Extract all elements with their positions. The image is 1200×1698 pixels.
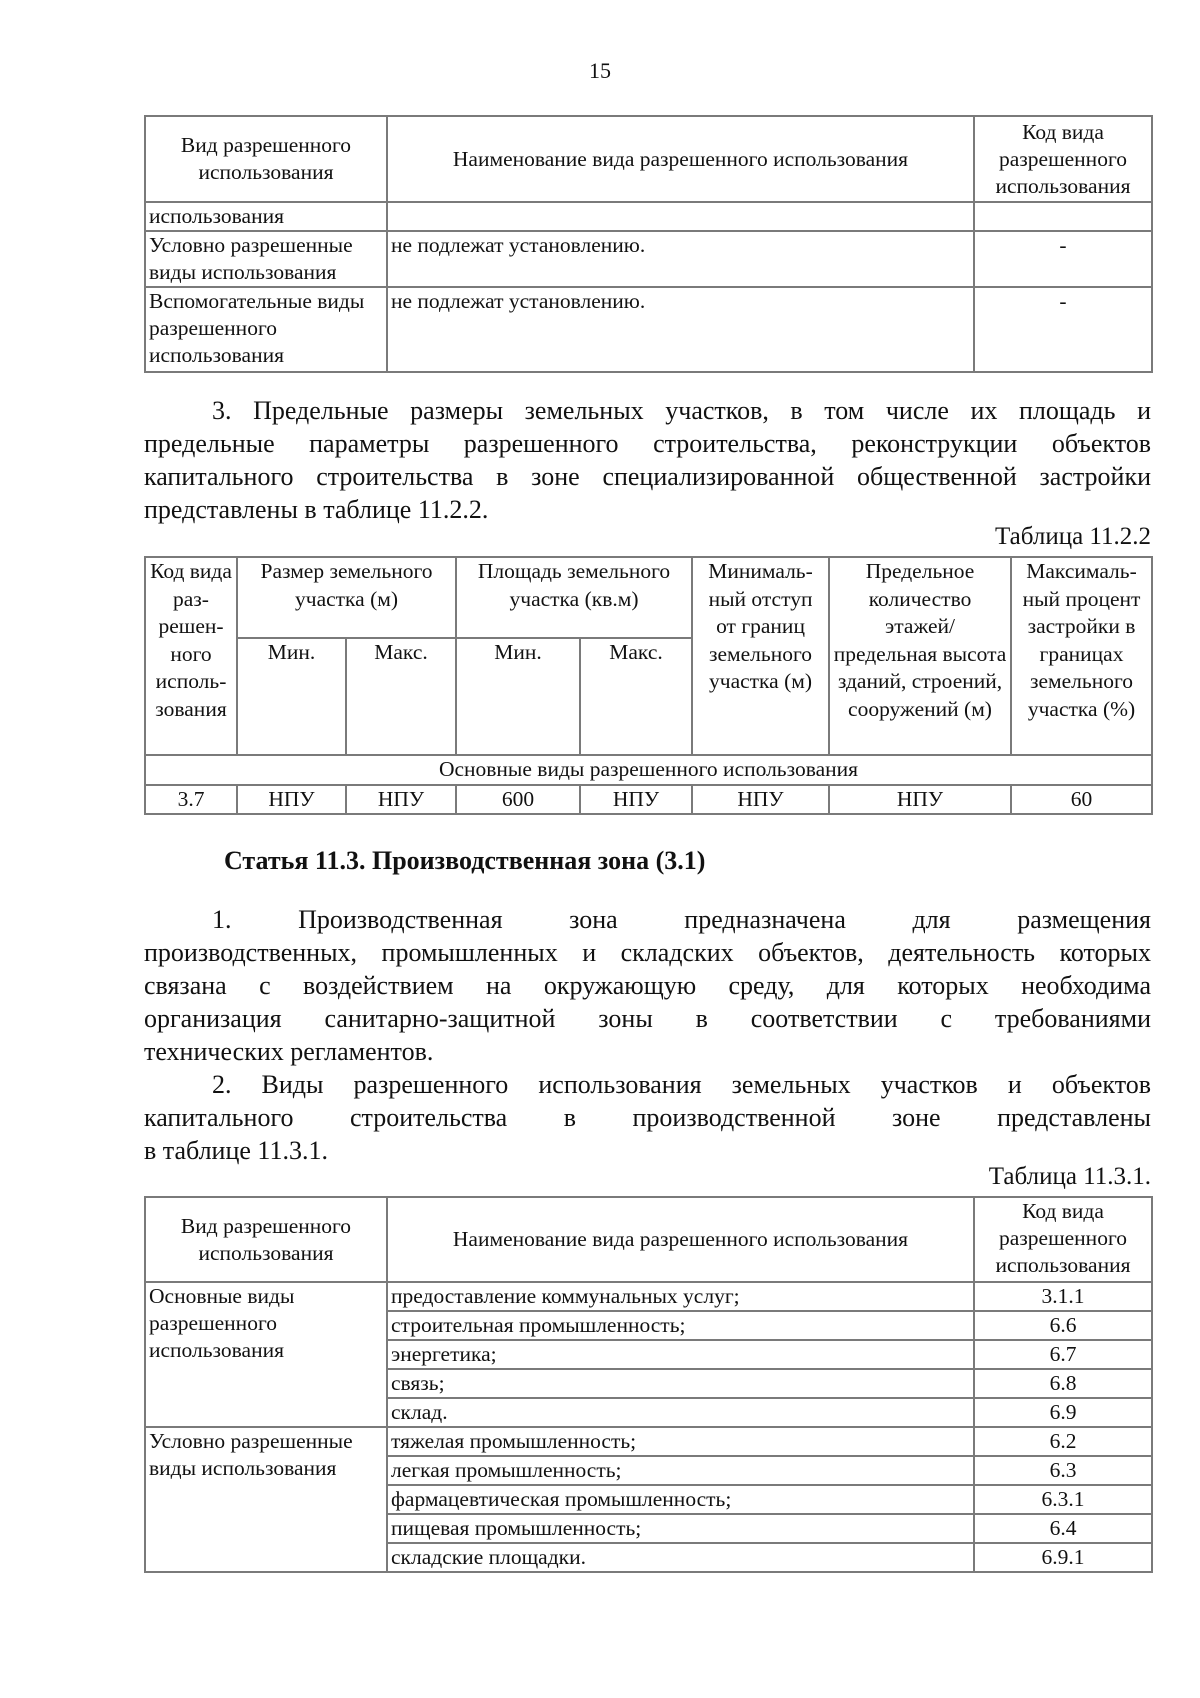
header-cell: Наименование вида разрешенного использования [387, 116, 974, 202]
table-caption: Таблица 11.2.2 [995, 523, 1151, 550]
text-line: производственных, промышленных и складских объектов, деятельность которых [144, 938, 1151, 967]
header-cell: Вид разрешенного использования [145, 116, 387, 202]
group-label: Условно разрешенные виды использования [145, 1427, 387, 1572]
use-name: энергетика; [387, 1340, 974, 1369]
header-floors: Предельное количество этажей/ предельная высота зданий, строений, сооружений (м) [829, 557, 1011, 755]
cell: 60 [1011, 785, 1152, 815]
cell: использования [145, 202, 387, 231]
use-code: 6.9.1 [974, 1543, 1152, 1572]
text-line: в таблице 11.3.1. [144, 1136, 328, 1165]
text-line: предельные параметры разрешенного строительства, реконструкции объектов [144, 429, 1151, 458]
use-code: 3.1.1 [974, 1282, 1152, 1311]
use-code: 6.3 [974, 1456, 1152, 1485]
paragraph-limits [144, 394, 1151, 526]
use-code: 6.4 [974, 1514, 1152, 1543]
cell: Условно разрешенные виды использования [145, 231, 387, 287]
use-name: строительная промышленность; [387, 1311, 974, 1340]
cell: НПУ [346, 785, 456, 815]
text-line: технических регламентов. [144, 1037, 434, 1066]
header-max: Макс. [580, 638, 692, 755]
text-line: 2. Виды разрешенного использования земельных участков и объектов [212, 1070, 1151, 1099]
cell: НПУ [692, 785, 829, 815]
table-row [145, 231, 1152, 287]
use-code: 6.3.1 [974, 1485, 1152, 1514]
table-header-row [145, 116, 1152, 202]
table-continuation [144, 115, 1153, 373]
text-line: 1. Производственная зона предназначена для размещения [212, 905, 1151, 934]
header-min: Мин. [456, 638, 580, 755]
header-cell: Код вида разрешенного использования [974, 116, 1152, 202]
header-max: Макс. [346, 638, 456, 755]
article-heading: Статья 11.3. Производственная зона (3.1) [224, 846, 706, 875]
table-11-2-2 [144, 556, 1153, 815]
text-line: организация санитарно-защитной зоны в соответствии с требованиями [144, 1004, 1151, 1033]
page-number: 15 [589, 58, 611, 83]
table-caption: Таблица 11.3.1. [988, 1163, 1151, 1190]
cell: НПУ [237, 785, 346, 815]
text-line: представлены в таблице 11.2.2. [144, 495, 489, 524]
use-name: фармацевтическая промышленность; [387, 1485, 974, 1514]
group-label: Основные виды разрешенного использования [145, 1282, 387, 1427]
use-code: 6.9 [974, 1398, 1152, 1427]
cell: Вспомогательные виды разрешенного использования [145, 287, 387, 372]
header-area: Площадь земельного участка (кв.м) [456, 557, 692, 638]
cell: - [974, 231, 1152, 287]
text-line: капитального строительства в зоне специализированной общественной застройки [144, 462, 1151, 491]
header-min: Мин. [237, 638, 346, 755]
paragraph-zone-purpose [144, 903, 1151, 1167]
use-name: связь; [387, 1369, 974, 1398]
section-row: Основные виды разрешенного использования [145, 755, 1152, 785]
cell: 600 [456, 785, 580, 815]
use-name: тяжелая промышленность; [387, 1427, 974, 1456]
header-size: Размер земельного участка (м) [237, 557, 456, 638]
use-code: 6.8 [974, 1369, 1152, 1398]
cell: НПУ [580, 785, 692, 815]
cell [974, 202, 1152, 231]
use-name: пищевая промышленность; [387, 1514, 974, 1543]
text-line: 3. Предельные размеры земельных участков, в том числе их площадь и [212, 396, 1151, 425]
use-code: 6.6 [974, 1311, 1152, 1340]
use-code: 6.7 [974, 1340, 1152, 1369]
use-name: складские площадки. [387, 1543, 974, 1572]
cell: - [974, 287, 1152, 372]
table-row [145, 287, 1152, 372]
text-line: капитального строительства в производственной зоне представлены [144, 1103, 1151, 1132]
header-code: Код вида раз-решен-ного исполь-зования [145, 557, 237, 755]
cell: НПУ [829, 785, 1011, 815]
header-cell: Код вида разрешенного использования [974, 1197, 1152, 1282]
header-cell: Вид разрешенного использования [145, 1197, 387, 1282]
table-row [145, 202, 1152, 231]
header-setback: Минималь-ный отступ от границ земельного участка (м) [692, 557, 829, 755]
use-name: предоставление коммунальных услуг; [387, 1282, 974, 1311]
use-code: 6.2 [974, 1427, 1152, 1456]
text-line: связана с воздействием на окружающую среду, для которых необходима [144, 971, 1151, 1000]
use-name: склад. [387, 1398, 974, 1427]
cell: 3.7 [145, 785, 237, 815]
header-percent: Максималь-ный процент застройки в границах земельного участка (%) [1011, 557, 1152, 755]
use-name: легкая промышленность; [387, 1456, 974, 1485]
cell: не подлежат установлению. [387, 231, 974, 287]
cell [387, 202, 974, 231]
table-11-3-1 [144, 1196, 1153, 1573]
header-cell: Наименование вида разрешенного использования [387, 1197, 974, 1282]
cell: не подлежат установлению. [387, 287, 974, 372]
table-row [145, 785, 1152, 815]
